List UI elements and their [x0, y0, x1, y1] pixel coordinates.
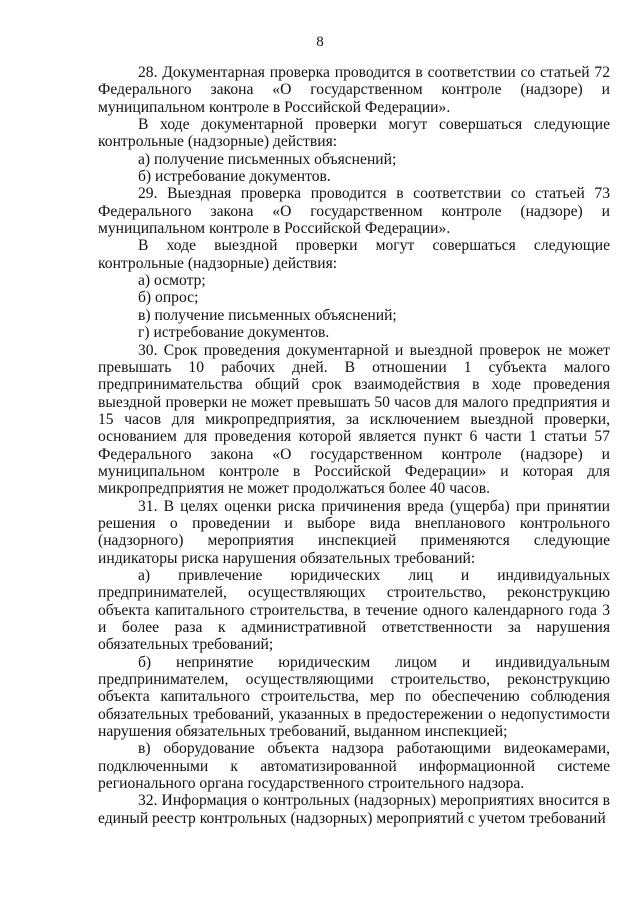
list-item-b: б) истребование документов.	[138, 168, 331, 186]
list-item-a: а) осмотр;	[138, 272, 206, 290]
list-item-b: б) опрос;	[138, 289, 199, 307]
paragraph-29: 29. Выездная проверка проводится в соответствии со статьей 73 Федерального закона «О государственном контроле (надзоре) и муниципальном контроле в Российской Федерации».	[98, 185, 610, 238]
list-item-a: а) получение письменных объяснений;	[138, 150, 397, 168]
paragraph-31: 31. В целях оценки риска причинения вреда (ущерба) при принятии решения о проведении и выборе вида внепланового контрольного (надзорного) мероприятия инспекцией применяются следующие индикаторы риска нарушения обязательных требований:	[98, 497, 610, 567]
paragraph-documentary-actions-intro: В ходе документарной проверки могут совершаться следующие контрольные (надзорные) действия:	[98, 116, 610, 151]
paragraph-32: 32. Информация о контрольных (надзорных) мероприятиях вносится в единый реестр контрольных (надзорных) мероприятий с учетом требований	[98, 792, 610, 827]
document-body	[98, 64, 610, 827]
paragraph-30: 30. Срок проведения документарной и выездной проверок не может превышать 10 рабочих дней. В отношении 1 субъекта малого предпринимательства общий срок взаимодействия в ходе проведения выездной проверки не может превышать 50 часов для малого предприятия и 15 часов для микропредприятия, за исключением выездной проверки, основанием для проведения которой является пункт 6 части 1 статьи 57 Федерального закона «О государственном контроле (надзоре) и муниципальном контроле в Российской Федерации» и которая для микропредприятия не может продолжаться более 40 часов.	[98, 341, 610, 498]
list-item-v: в) получение письменных объяснений;	[138, 306, 397, 324]
paragraph-field-actions-intro: В ходе выездной проверки могут совершаться следующие контрольные (надзорные) действия:	[98, 237, 610, 272]
page-number: 8	[316, 34, 324, 50]
risk-indicator-v: в) оборудование объекта надзора работающими видеокамерами, подключенными к автоматизированной информационной системе регионального органа государственного строительного надзора.	[98, 740, 610, 793]
list-item-g: г) истребование документов.	[138, 324, 330, 342]
risk-indicator-b: б) непринятие юридическим лицом и индивидуальным предпринимателем, осуществляющими строительство, реконструкцию объекта капитального строительства, мер по обеспечению соблюдения обязательных требований, указанных в предостережении о недопустимости нарушения обязательных требований, выданном инспекцией;	[98, 653, 610, 741]
paragraph-28: 28. Документарная проверка проводится в соответствии со статьей 72 Федерального закона «О государственном контроле (надзоре) и муниципальном контроле в Российской Федерации».	[98, 64, 610, 116]
risk-indicator-a: а) привлечение юридических лиц и индивидуальных предпринимателей, осуществляющих строительство, реконструкцию объекта капитального строительства, в течение одного календарного года 3 и более раза к административной ответственности за нарушения обязательных требований;	[98, 566, 610, 654]
